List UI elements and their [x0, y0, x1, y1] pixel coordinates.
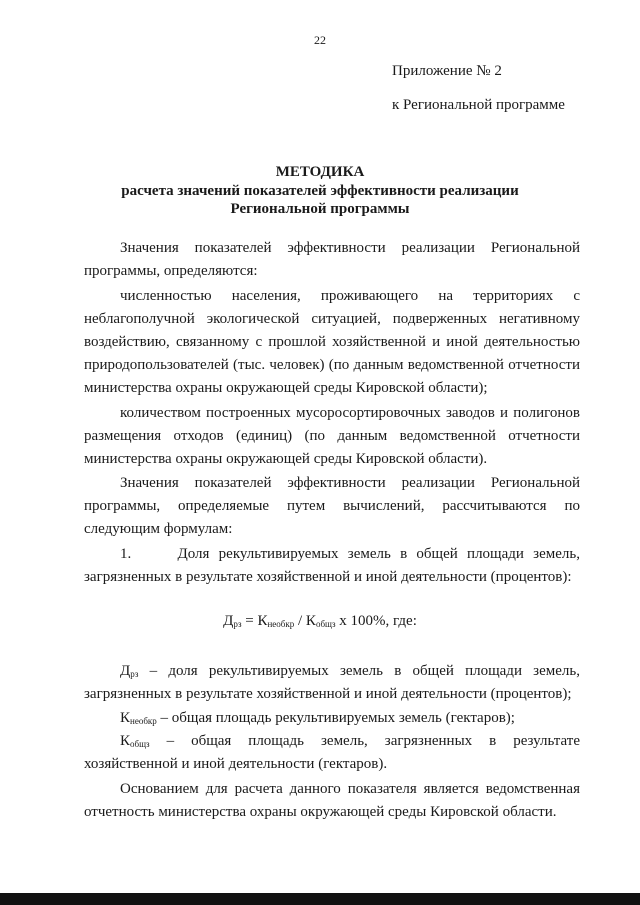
definition-k2-subscript: общз [130, 739, 150, 749]
definition-k2-text: – общая площадь земель, загрязненных в результате хозяйственной и иной деятельности (гектаров). [84, 733, 580, 772]
definition-k1 [84, 707, 580, 730]
formula [0, 613, 640, 630]
definition-d-symbol: Д [120, 663, 131, 679]
paragraph-intro: Значения показателей эффективности реализации Региональной программы, определяются: [84, 240, 580, 279]
paragraph-population-indicator: численностью населения, проживающего на территориях с неблагополучной экологической ситуацией, подверженных негативному воздействию, связанному с прошлой хозяйственной и иной деятельностью природопользователей (тыс. человек) (по данным ведомственной отчетности министерства охраны окружающей среды Кировской области); [84, 288, 580, 396]
appendix-number: Приложение № 2 [392, 63, 502, 79]
document-subtitle-line2: Региональной программы [230, 201, 410, 217]
definition-k1-text: – общая площадь рекультивируемых земель (гектаров); [156, 710, 515, 726]
definition-k2-symbol: К [120, 733, 131, 749]
paragraph-plants-indicator: количеством построенных мусоросортировочных заводов и полигонов размещения отходов (единиц) (по данным ведомственной отчетности министерства охраны окружающей среды Кировской области). [84, 405, 580, 467]
formula-equals: = К [241, 613, 268, 629]
formula-k2-subscript: общз [315, 619, 336, 629]
page-number: 22 [314, 33, 326, 47]
formula-divide: / К [294, 613, 316, 629]
paragraph-basis: Основанием для расчета данного показателя является ведомственная отчетность министерства охраны окружающей среды Кировской области. [84, 781, 580, 820]
formula-lhs-subscript: рз [233, 619, 242, 629]
paragraph-formulas-intro: Значения показателей эффективности реализации Региональной программы, определяемые путем вычислений, рассчитываются по следующим формулам: [84, 475, 580, 537]
definition-k2 [84, 730, 580, 776]
definition-d-subscript: рз [130, 669, 139, 679]
document-subtitle-line1: расчета значений показателей эффективности реализации [121, 183, 519, 199]
document-title: МЕТОДИКА [275, 164, 365, 180]
formula-rhs: х 100%, где: [335, 613, 417, 629]
definition-k1-symbol: К [120, 710, 131, 726]
scan-bottom-edge [0, 893, 640, 905]
definition-d-text: – доля рекультивируемых земель в общей площади земель, загрязненных в результате хозяйственной и иной деятельности (процентов); [84, 663, 580, 702]
appendix-reference: к Региональной программе [392, 97, 565, 113]
formula-lhs: Д [223, 613, 234, 629]
paragraph-item-1: 1. Доля рекультивируемых земель в общей площади земель, загрязненных в результате хозяйственной и иной деятельности (процентов): [84, 546, 580, 585]
definition-k1-subscript: необкр [130, 716, 157, 726]
definition-d [84, 660, 580, 706]
formula-k1-subscript: необкр [267, 619, 295, 629]
